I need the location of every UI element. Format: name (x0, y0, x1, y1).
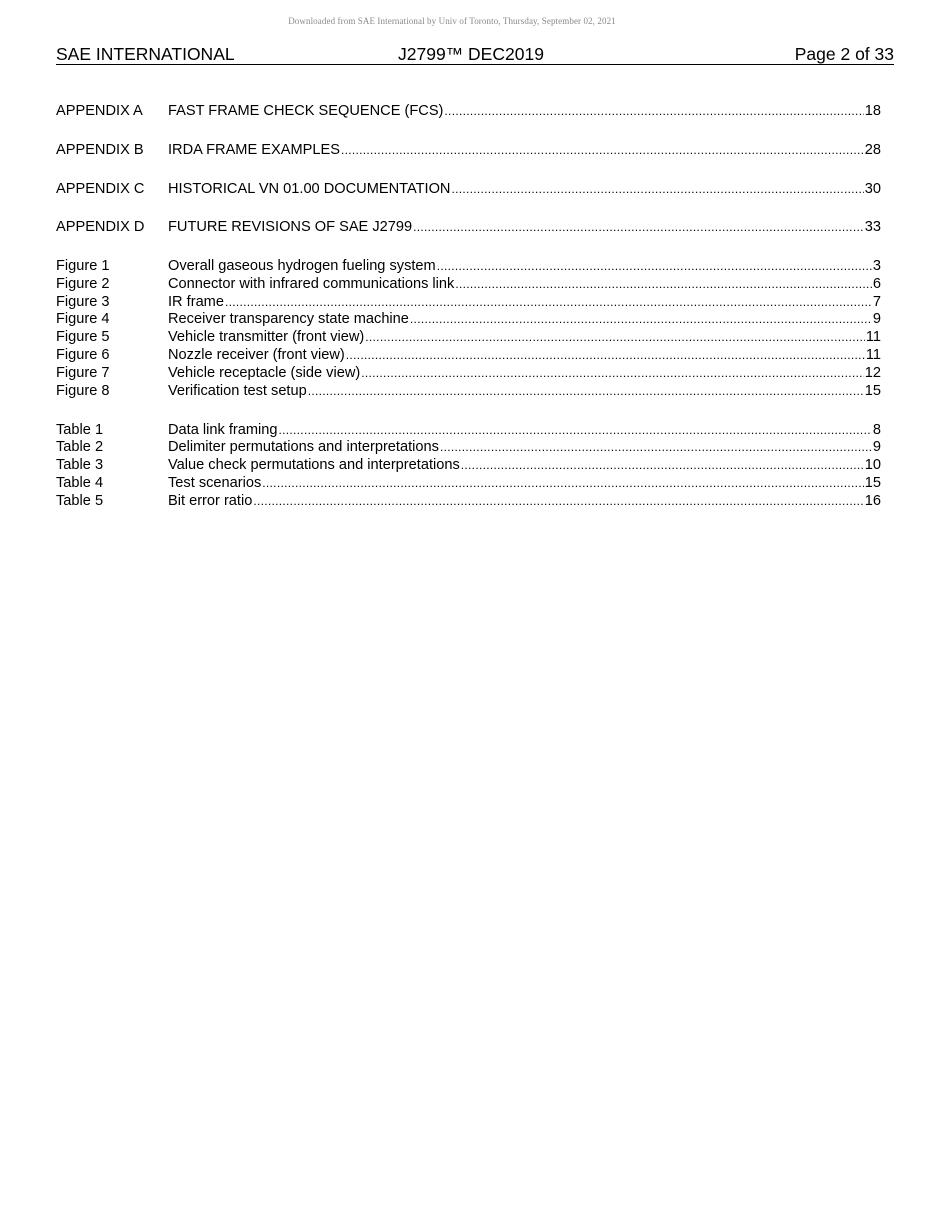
page-header (56, 44, 894, 65)
toc-label: Figure 8 (56, 383, 110, 399)
toc-table-4[interactable] (56, 474, 881, 492)
toc-figure-5[interactable] (56, 328, 881, 346)
toc-appendix-c[interactable] (56, 180, 881, 198)
toc-page-number: 6 (872, 276, 881, 292)
toc-title: Test scenarios (168, 475, 262, 491)
toc-page-number: 16 (864, 493, 881, 509)
dot-leader (410, 310, 872, 328)
dot-leader (225, 293, 872, 311)
toc-figure-8[interactable] (56, 382, 881, 400)
toc-label: Figure 1 (56, 258, 110, 274)
dot-leader (437, 257, 872, 275)
toc-page-number: 3 (872, 258, 881, 274)
toc-label: APPENDIX C (56, 181, 145, 197)
toc-page-number: 11 (865, 347, 881, 363)
toc-title: Connector with infrared communications link (168, 276, 455, 292)
toc-label: Figure 3 (56, 294, 110, 310)
toc-title: Nozzle receiver (front view) (168, 347, 345, 363)
dot-leader (346, 346, 865, 364)
download-watermark: Downloaded from SAE International by Univ of Toronto, Thursday, September 02, 2021 (288, 16, 616, 26)
toc-title: Delimiter permutations and interpretations (168, 439, 439, 455)
toc-page-number: 15 (864, 475, 881, 491)
toc-label: APPENDIX D (56, 219, 145, 235)
toc-page-number: 7 (872, 294, 881, 310)
dot-leader (413, 218, 864, 236)
toc-page-number: 33 (864, 219, 881, 235)
toc-page-number: 18 (864, 103, 881, 119)
toc-table-3[interactable] (56, 456, 881, 474)
toc-label: Figure 2 (56, 276, 110, 292)
dot-leader (451, 180, 863, 198)
toc-figure-1[interactable] (56, 257, 881, 275)
toc-label: Figure 6 (56, 347, 110, 363)
toc-title: IR frame (168, 294, 224, 310)
dot-leader (341, 141, 864, 159)
toc-page-number: 12 (864, 365, 881, 381)
toc-label: Figure 5 (56, 329, 110, 345)
toc-appendix-d[interactable] (56, 218, 881, 236)
toc-table-2[interactable] (56, 438, 881, 456)
toc-label: Table 2 (56, 439, 104, 455)
toc-label: APPENDIX A (56, 103, 143, 119)
dot-leader (440, 438, 872, 456)
dot-leader (279, 421, 872, 439)
dot-leader (444, 102, 863, 120)
toc-title: Data link framing (168, 422, 278, 438)
toc-label: Figure 4 (56, 311, 110, 327)
toc-page-number: 30 (864, 181, 881, 197)
toc-title: Vehicle transmitter (front view) (168, 329, 365, 345)
dot-leader (461, 456, 864, 474)
toc-figure-3[interactable] (56, 293, 881, 311)
toc-table-1[interactable] (56, 421, 881, 439)
toc-page-number: 9 (872, 311, 881, 327)
dot-leader (253, 492, 863, 510)
toc-title: FUTURE REVISIONS OF SAE J2799 (168, 219, 413, 235)
toc-title: Verification test setup (168, 383, 307, 399)
toc-title: Overall gaseous hydrogen fueling system (168, 258, 436, 274)
toc-title: Vehicle receptacle (side view) (168, 365, 361, 381)
toc-page-number: 11 (865, 329, 881, 345)
toc-figure-2[interactable] (56, 275, 881, 293)
toc-page-number: 28 (864, 142, 881, 158)
toc-page-number: 15 (864, 383, 881, 399)
toc-label: Table 4 (56, 475, 104, 491)
toc-label: APPENDIX B (56, 142, 144, 158)
dot-leader (455, 275, 872, 293)
toc-title: HISTORICAL VN 01.00 DOCUMENTATION (168, 181, 451, 197)
toc-figure-4[interactable] (56, 310, 881, 328)
toc-label: Table 1 (56, 422, 104, 438)
organization-name: SAE INTERNATIONAL (56, 44, 235, 64)
dot-leader (365, 328, 865, 346)
toc-appendix-b[interactable] (56, 141, 881, 159)
toc-table-5[interactable] (56, 492, 881, 510)
toc-label: Table 3 (56, 457, 104, 473)
toc-appendix-a[interactable] (56, 102, 881, 120)
toc-label: Figure 7 (56, 365, 110, 381)
toc-page-number: 9 (872, 439, 881, 455)
dot-leader (361, 364, 864, 382)
toc-title: Value check permutations and interpretations (168, 457, 460, 473)
toc-title: FAST FRAME CHECK SEQUENCE (FCS) (168, 103, 444, 119)
toc-page-number: 8 (872, 422, 881, 438)
toc-page-number: 10 (864, 457, 881, 473)
toc-title: Bit error ratio (168, 493, 253, 509)
toc-figure-6[interactable] (56, 346, 881, 364)
toc-title: Receiver transparency state machine (168, 311, 409, 327)
toc-title: IRDA FRAME EXAMPLES (168, 142, 340, 158)
toc-figure-7[interactable] (56, 364, 881, 382)
dot-leader (262, 474, 863, 492)
page-number: Page 2 of 33 (794, 44, 894, 64)
dot-leader (308, 382, 864, 400)
toc-label: Table 5 (56, 493, 104, 509)
document-id: J2799™ DEC2019 (398, 44, 544, 64)
